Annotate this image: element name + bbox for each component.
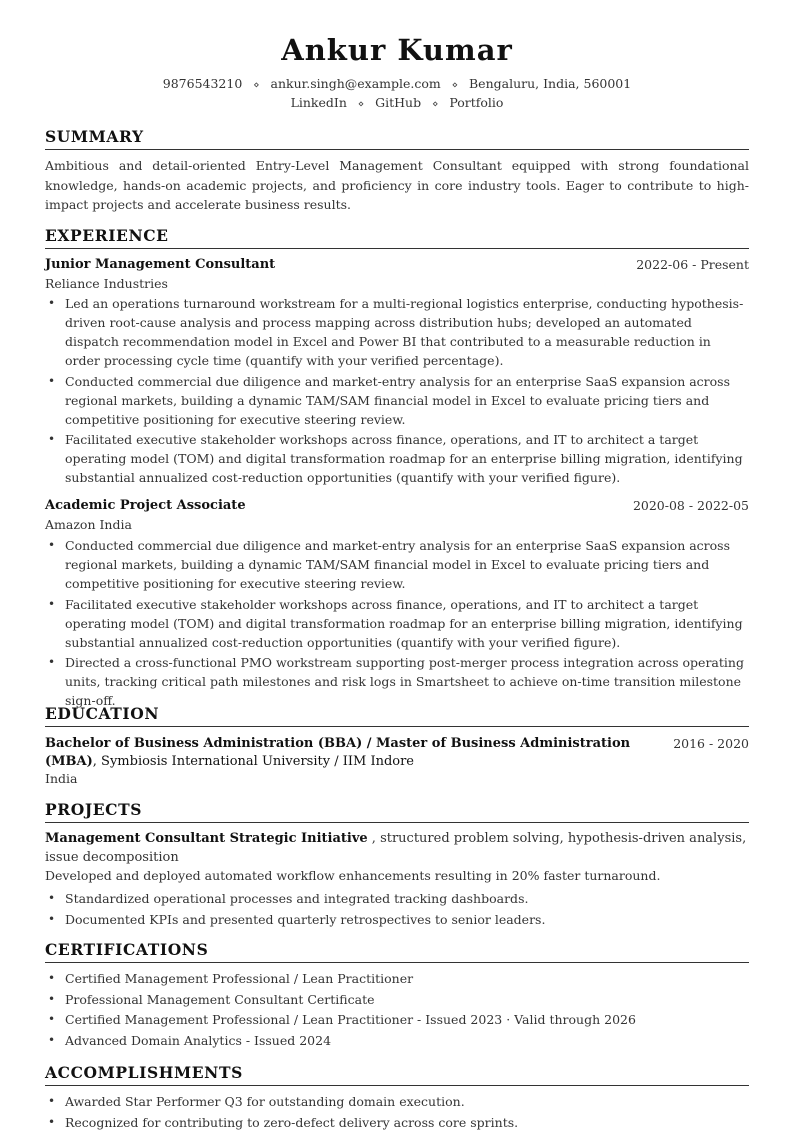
list-item: • Documented KPIs and presented quarterly retrospectives to senior leaders.	[65, 910, 749, 929]
job-dates: 2022-06 - Present	[636, 257, 749, 272]
list-item: • Professional Management Consultant Certificate	[65, 990, 749, 1009]
job-title: Junior Management Consultant	[45, 257, 276, 272]
projects-heading: PROJECTS	[45, 800, 749, 823]
list-item: • Directed a cross-functional PMO workstream supporting post-merger process integration across operating units, tracking critical path milestones and risk logs in Smartsheet to achieve on-time transition milestone sign-off.	[65, 653, 749, 710]
summary-heading: SUMMARY	[45, 127, 749, 150]
education-dates: 2016 - 2020	[673, 736, 749, 751]
school-name: , Symbiosis International University / IIM Indore	[92, 754, 415, 769]
phone: 9876543210	[162, 76, 243, 91]
project-header	[45, 829, 749, 867]
project-description: Developed and deployed automated workflow enhancements resulting in 20% faster turnaround.	[45, 868, 661, 883]
job-bullets	[45, 536, 749, 712]
accomplishments-list	[45, 1092, 749, 1133]
company-name: Reliance Industries	[45, 276, 168, 291]
job-title: Academic Project Associate	[45, 498, 246, 513]
list-item: • Certified Management Professional / Lean Practitioner - Issued 2023 · Valid through 2026	[65, 1010, 749, 1029]
project-bullets	[45, 889, 749, 930]
list-item: • Conducted commercial due diligence and market-entry analysis for an enterprise SaaS expansion across regional markets, building a dynamic TAM/SAM financial model in Excel to evaluate pricing tiers and competitive positioning for executive steering review.	[65, 536, 749, 593]
project-name: Management Consultant Strategic Initiative	[45, 831, 368, 846]
separator-icon: ⋄	[253, 80, 260, 91]
job-bullets	[45, 294, 749, 489]
experience-heading: EXPERIENCE	[45, 226, 749, 249]
list-item: • Facilitated executive stakeholder workshops across finance, operations, and IT to architect a target operating model (TOM) and digital transformation roadmap for an enterprise billing migration, identifying substantial annualized cost-reduction opportunities (quantify with your verified figure).	[65, 430, 749, 487]
list-item: • Led an operations turnaround workstream for a multi-regional logistics enterprise, conducting hypothesis-driven root-cause analysis and process mapping across distribution hubs; developed an automated dispatch recommendation model in Excel and Power BI that contributed to a measurable reduction in order processing cycle time (quantify with your verified percentage).	[65, 294, 749, 370]
list-item: • Advanced Domain Analytics - Issued 2024	[65, 1031, 749, 1050]
portfolio-link[interactable]: Portfolio	[449, 95, 504, 110]
job-dates: 2020-08 - 2022-05	[632, 498, 749, 513]
location: Bengaluru, India, 560001	[469, 76, 632, 91]
separator-icon: ⋄	[432, 99, 439, 110]
list-item: • Recognized for contributing to zero-defect delivery across core sprints.	[65, 1113, 749, 1132]
links-line	[45, 95, 749, 110]
education-location: India	[45, 771, 78, 786]
candidate-name: Ankur Kumar	[281, 33, 513, 67]
education-heading: EDUCATION	[45, 704, 749, 727]
email[interactable]: ankur.singh@example.com	[270, 76, 441, 91]
github-link[interactable]: GitHub	[375, 95, 422, 110]
education-degree	[45, 735, 645, 771]
company-name: Amazon India	[45, 517, 132, 532]
list-item: • Certified Management Professional / Lean Practitioner	[65, 969, 749, 988]
list-item: • Awarded Star Performer Q3 for outstanding domain execution.	[65, 1092, 749, 1111]
certifications-list	[45, 969, 749, 1051]
degree-name: Bachelor of Business Administration (BBA) / Master of Business Administration (MBA)	[45, 736, 631, 769]
separator-icon: ⋄	[357, 99, 365, 110]
linkedin-link[interactable]: LinkedIn	[290, 95, 347, 110]
separator-icon: ⋄	[451, 80, 459, 91]
certifications-heading: CERTIFICATIONS	[45, 940, 749, 963]
summary-text: Ambitious and detail-oriented Entry-Level Management Consultant equipped with strong foundational knowledge, hands-on academic projects, and proficiency in core industry tools. Eager to contribute to high-impact projects and accelerate business results.	[45, 158, 749, 212]
list-item: • Standardized operational processes and integrated tracking dashboards.	[65, 889, 749, 908]
list-item: • Conducted commercial due diligence and market-entry analysis for an enterprise SaaS expansion across regional markets, building a dynamic TAM/SAM financial model in Excel to evaluate pricing tiers and competitive positioning for executive steering review.	[65, 372, 749, 429]
list-item: • Facilitated executive stakeholder workshops across finance, operations, and IT to architect a target operating model (TOM) and digital transformation roadmap for an enterprise billing migration, identifying substantial annualized cost-reduction opportunities (quantify with your verified figure).	[65, 595, 749, 652]
accomplishments-heading: ACCOMPLISHMENTS	[45, 1063, 749, 1086]
project-skills: , structured problem solving, hypothesis-driven analysis, issue decomposition	[45, 831, 747, 865]
contact-line	[45, 76, 749, 91]
